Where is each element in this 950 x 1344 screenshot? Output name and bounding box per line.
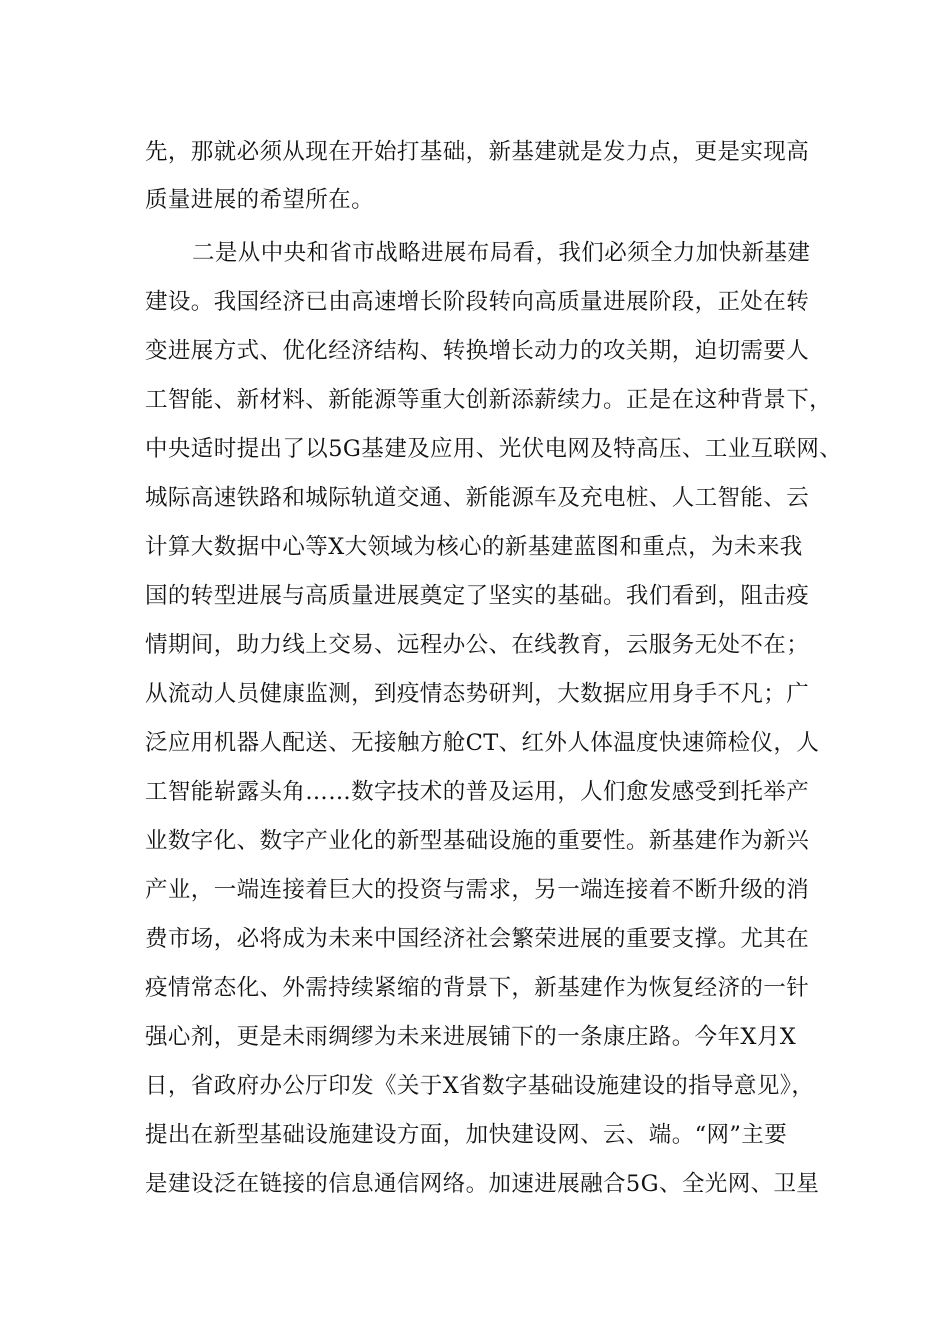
text-line: 先，那就必须从现在开始打基础，新基建就是发力点，更是实现高 [145, 139, 810, 165]
text-line: 国的转型进展与高质量进展奠定了坚实的基础。我们看到，阻击疫 [145, 583, 810, 609]
text-line: 业数字化、数字产业化的新型基础设施的重要性。新基建作为新兴 [145, 828, 810, 854]
text-line: 质量进展的希望所在。 [145, 187, 375, 213]
text-line: 工智能崭露头角……数字技术的普及运用，人们愈发感受到托举产 [145, 779, 810, 805]
text-line: 工智能、新材料、新能源等重大创新添薪续力。正是在这种背景下， [145, 387, 833, 413]
text-line: 中央适时提出了以5G基建及应用、光伏电网及特高压、工业互联网、 [145, 436, 843, 462]
text-line: 建设。我国经济已由高速增长阶段转向高质量进展阶段，正处在转 [145, 289, 810, 315]
text-line: 提出在新型基础设施建设方面，加快建设网、云、端。“网”主要 [145, 1122, 788, 1148]
text-line: 疫情常态化、外需持续紧缩的背景下，新基建作为恢复经济的一针 [145, 975, 810, 1001]
text-line: 变进展方式、优化经济结构、转换增长动力的攻关期，迫切需要人 [145, 338, 810, 364]
text-line: 城际高速铁路和城际轨道交通、新能源车及充电桩、人工智能、云 [145, 485, 810, 511]
text-line: 二是从中央和省市战略进展布局看，我们必须全力加快新基建 [192, 240, 811, 266]
text-line: 计算大数据中心等X大领域为核心的新基建蓝图和重点，为未来我 [145, 534, 803, 560]
text-line: 泛应用机器人配送、无接触方舱CT、红外人体温度快速筛检仪，人 [145, 730, 820, 756]
text-line: 强心剂，更是未雨绸缪为未来进展铺下的一条康庄路。今年X月X [145, 1024, 797, 1050]
text-line: 日，省政府办公厅印发《关于X省数字基础设施建设的指导意见》， [145, 1073, 815, 1099]
text-line: 产业，一端连接着巨大的投资与需求，另一端连接着不断升级的消 [145, 877, 810, 903]
text-line: 是建设泛在链接的信息通信网络。加速进展融合5G、全光网、卫星 [145, 1171, 820, 1197]
text-line: 从流动人员健康监测，到疫情态势研判，大数据应用身手不凡；广 [145, 681, 810, 707]
text-line: 情期间，助力线上交易、远程办公、在线教育，云服务无处不在； [145, 632, 810, 658]
text-line: 费市场，必将成为未来中国经济社会繁荣进展的重要支撑。尤其在 [145, 926, 810, 952]
